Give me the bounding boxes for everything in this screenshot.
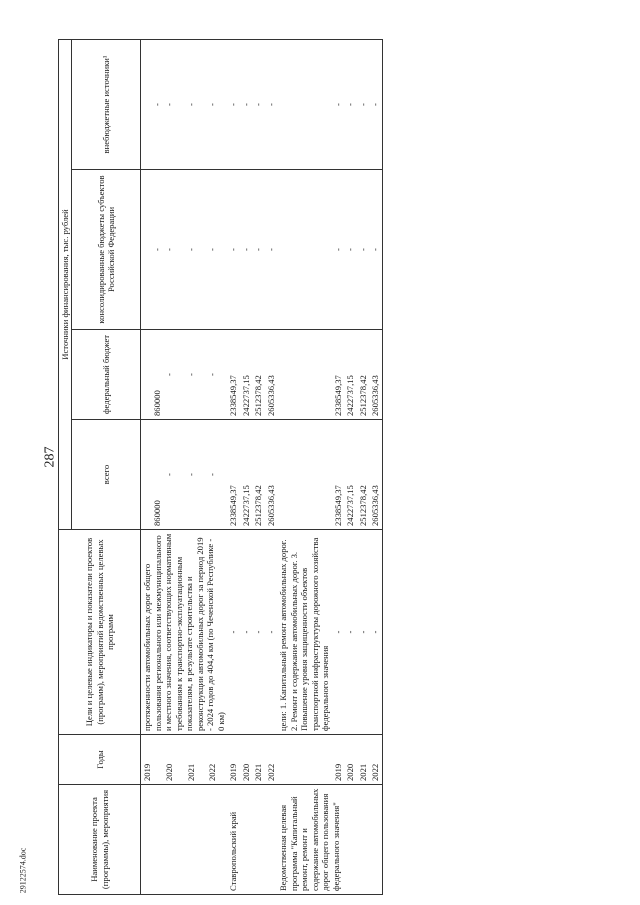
- regional-cell: -: [265, 170, 277, 330]
- page-number: 287: [42, 446, 57, 468]
- federal-cell: 2605336,43: [265, 330, 277, 420]
- table-row: [265, 39, 277, 894]
- year-cell: 2021: [185, 735, 206, 785]
- total-cell: 2422737,15: [344, 420, 356, 530]
- federal-cell: 2338549,37: [332, 330, 344, 420]
- year-cell: 2020: [344, 735, 356, 785]
- extrabudget-cell: -: [369, 39, 382, 169]
- regional-cell: -: [369, 170, 382, 330]
- table-row: [206, 39, 227, 894]
- regional-cell: -: [163, 170, 184, 330]
- year-cell: 2022: [369, 735, 382, 785]
- regional-cell: -: [332, 170, 344, 330]
- regional-cell: -: [206, 170, 227, 330]
- table-row: [277, 39, 331, 894]
- extrabudget-cell: -: [227, 39, 239, 169]
- header-targets: Цели и целевые индикаторы и показатели проектов (программ), мероприятий ведомственных целевых программ: [59, 530, 141, 735]
- header-total: всего: [72, 420, 141, 530]
- year-cell: 2022: [265, 735, 277, 785]
- financing-table-rotated: [58, 40, 618, 895]
- total-cell: -: [185, 420, 206, 530]
- header-federal-budget: федеральный бюджет: [72, 330, 141, 420]
- program-name: Ведомственная целевая программа "Капитальный ремонт, ремонт и содержание автомобильных дорог общего пользования федерального значения": [277, 785, 369, 895]
- year-cell: 2022: [206, 735, 227, 785]
- year-cell: 2019: [227, 735, 239, 785]
- federal-cell: 860000: [141, 330, 163, 420]
- financing-table: [58, 39, 383, 895]
- target-cell: -: [240, 530, 252, 735]
- regional-cell: -: [357, 170, 369, 330]
- year-cell: 2021: [252, 735, 264, 785]
- table-row: [344, 39, 356, 894]
- table-row: [332, 39, 344, 894]
- target-description: протяженности автомобильных дорог общего пользования регионального или межмуниципального и местного значения, соответствующих нормативным требованиям к транспортно-эксплуатационным показателям, в результате строительства и реконструкции автомобильных дорог за период 2019 - 2024 годов до 404,4 км (по Чеченской Республике - 0 км): [141, 530, 227, 735]
- program-goals: цели: 1. Капитальный ремонт автомобильных дорог. 2. Ремонт и содержание автомобильных дорог. 3. Повышение уровня защищенности объектов транспортной инфраструктуры дорожного хозяйства федерального значения: [277, 530, 331, 735]
- total-cell: 2605336,43: [265, 420, 277, 530]
- header-years: Годы: [59, 735, 141, 785]
- document-code: 29122574.doc: [18, 847, 28, 893]
- header-financing-sources: Источники финансирования, тыс. рублей: [59, 39, 72, 529]
- year-cell: 2021: [357, 735, 369, 785]
- federal-cell: -: [185, 330, 206, 420]
- table-row: [227, 39, 239, 894]
- federal-cell: 2338549,37: [227, 330, 239, 420]
- year-cell: 2019: [141, 735, 163, 785]
- total-cell: 2605336,43: [369, 420, 382, 530]
- table-row: [240, 39, 252, 894]
- federal-cell: 2422737,15: [344, 330, 356, 420]
- year-cell: 2019: [332, 735, 344, 785]
- extrabudget-cell: -: [206, 39, 227, 169]
- total-cell: -: [163, 420, 184, 530]
- target-cell: -: [252, 530, 264, 735]
- total-cell: 2338549,37: [332, 420, 344, 530]
- extrabudget-cell: -: [240, 39, 252, 169]
- year-cell: 2020: [240, 735, 252, 785]
- target-cell: -: [265, 530, 277, 735]
- federal-cell: 2422737,15: [240, 330, 252, 420]
- header-extrabudgetary: внебюджетные источники¹: [72, 39, 141, 169]
- total-cell: -: [206, 420, 227, 530]
- target-cell: -: [357, 530, 369, 735]
- extrabudget-cell: -: [344, 39, 356, 169]
- header-regional-budgets: консолидированные бюджеты субъектов Российской Федерации: [72, 170, 141, 330]
- target-cell: -: [344, 530, 356, 735]
- total-cell: 860000: [141, 420, 163, 530]
- total-cell: 2338549,37: [227, 420, 239, 530]
- regional-cell: -: [252, 170, 264, 330]
- regional-cell: -: [240, 170, 252, 330]
- federal-cell: 2605336,43: [369, 330, 382, 420]
- extrabudget-cell: -: [185, 39, 206, 169]
- year-cell: 2020: [163, 735, 184, 785]
- regional-cell: -: [227, 170, 239, 330]
- extrabudget-cell: -: [163, 39, 184, 169]
- table-row: [357, 39, 369, 894]
- table-row: [252, 39, 264, 894]
- extrabudget-cell: -: [357, 39, 369, 169]
- total-cell: 2422737,15: [240, 420, 252, 530]
- table-row: [141, 39, 163, 894]
- target-cell: -: [227, 530, 239, 735]
- extrabudget-cell: -: [265, 39, 277, 169]
- region-name: Ставропольский край: [227, 785, 239, 895]
- regional-cell: -: [344, 170, 356, 330]
- total-cell: 2512378,42: [357, 420, 369, 530]
- extrabudget-cell: -: [252, 39, 264, 169]
- target-cell: -: [369, 530, 382, 735]
- table-row: [185, 39, 206, 894]
- header-project-name: Наименование проекта (программы), мероприятия: [59, 785, 141, 895]
- total-cell: 2512378,42: [252, 420, 264, 530]
- extrabudget-cell: -: [332, 39, 344, 169]
- target-cell: -: [332, 530, 344, 735]
- extrabudget-cell: -: [141, 39, 163, 169]
- federal-cell: -: [163, 330, 184, 420]
- federal-cell: -: [206, 330, 227, 420]
- table-row: [163, 39, 184, 894]
- federal-cell: 2512378,42: [252, 330, 264, 420]
- federal-cell: 2512378,42: [357, 330, 369, 420]
- table-row: [369, 39, 382, 894]
- regional-cell: -: [185, 170, 206, 330]
- regional-cell: -: [141, 170, 163, 330]
